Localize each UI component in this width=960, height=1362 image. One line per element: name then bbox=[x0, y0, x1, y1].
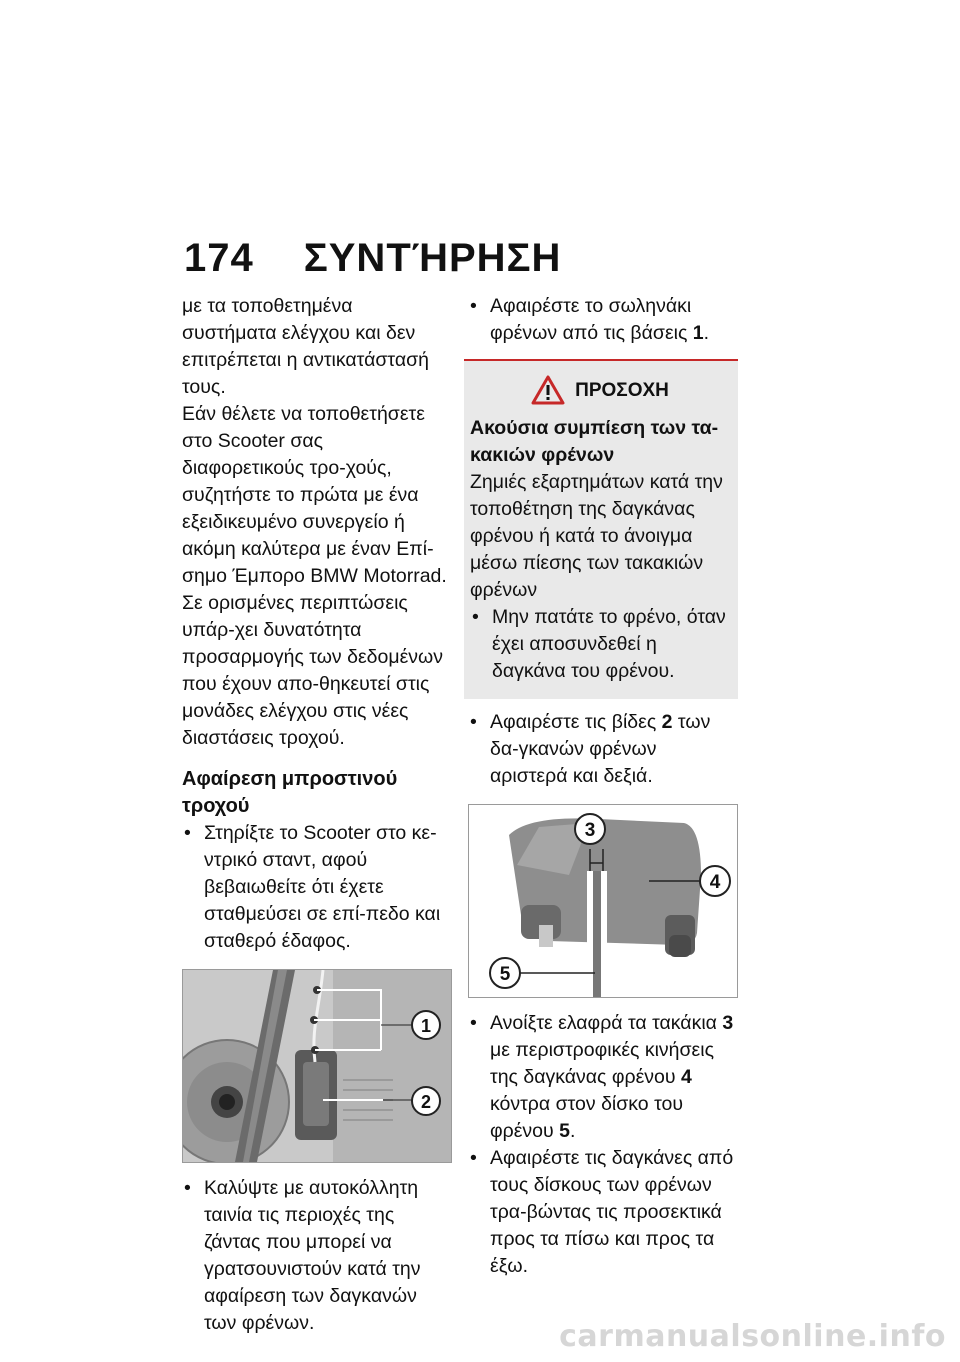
right-column bbox=[468, 293, 738, 1280]
caution-title: Ακούσια συμπίεση των τα-κακιών φρένων bbox=[470, 417, 719, 466]
figure-label-4: 4 bbox=[709, 872, 721, 893]
paragraph: με τα τοποθετημένα συστήματα ελέγχου και δεν επιτρέπεται η αντικατάστασή τους. bbox=[182, 295, 429, 398]
subsection-title: Αφαίρεση μπροστινού τροχού bbox=[182, 768, 398, 817]
front-wheel-figure bbox=[182, 969, 452, 1163]
bullet-item: • Ανοίξτε ελαφρά τα τακάκια 3 με περιστροφικές κινήσεις της δαγκάνας φρένου 4 κόντρα στον δίσκο του φρένου 5. bbox=[468, 1010, 738, 1145]
caliper-figure bbox=[468, 804, 738, 998]
bullet-item: • Αφαιρέστε το σωληνάκι φρένων από τις βάσεις 1. bbox=[468, 293, 738, 347]
bullet-item: • Αφαιρέστε τις βίδες 2 των δα-γκανών φρένων αριστερά και δεξιά. bbox=[468, 709, 738, 790]
bullet-list bbox=[468, 1010, 738, 1280]
front-wheel-illustration bbox=[183, 970, 451, 1162]
bullet-item: • Καλύψτε με αυτοκόλλητη ταινία τις περιοχές της ζάντας που μπορεί να γρατσουνιστούν κατά την αφαίρεση των δαγκανών των φρένων. bbox=[182, 1175, 450, 1337]
caliper-illustration bbox=[469, 805, 737, 997]
paragraph: Εάν θέλετε να τοποθετήσετε στο Scooter σας διαφορετικούς τρο-χούς, συζητήστε το πρώτα με ένα εξειδικευμένο συνεργείο ή ακόμη καλύτερα με έναν Επί-σημο Έμπορο BMW Motorrad. bbox=[182, 403, 447, 587]
reference-number: 5 bbox=[559, 1120, 570, 1142]
caution-bullet-item: • Μην πατάτε το φρένο, όταν έχει αποσυνδεθεί η δαγκάνα του φρένου. bbox=[470, 604, 730, 685]
caution-bullets bbox=[470, 604, 730, 685]
figure-label-3: 3 bbox=[584, 820, 596, 841]
caution-heading bbox=[470, 375, 730, 405]
reference-number: 4 bbox=[680, 1066, 692, 1088]
reference-number: 3 bbox=[722, 1012, 734, 1034]
caution-label: ΠΡΟΣΟΧΗ bbox=[575, 379, 669, 401]
page-number: 174 bbox=[184, 236, 254, 280]
caution-body: Ζημιές εξαρτημάτων κατά την τοποθέτηση της δαγκάνας φρένου ή κατά το άνοιγμα μέσω πίεσης των τακακιών φρένων bbox=[470, 471, 723, 601]
bullet-list bbox=[468, 709, 738, 790]
section-title: ΣΥΝΤΉΡΗΣΗ bbox=[303, 236, 562, 280]
paragraph: Σε ορισμένες περιπτώσεις υπάρ-χει δυνατότητα προσαρμογής των δεδομένων που έχουν απο-θηκευτεί στις μονάδες ελέγχου στις νέες διαστάσεις τροχού. bbox=[182, 592, 444, 749]
figure-label-2: 2 bbox=[420, 1092, 432, 1112]
bullet-list bbox=[468, 293, 738, 347]
figure-label-1: 1 bbox=[420, 1016, 432, 1036]
reference-number: 2 bbox=[661, 711, 673, 733]
bullet-list bbox=[182, 820, 450, 955]
page-header bbox=[184, 236, 561, 281]
bullet-item: • Αφαιρέστε τις δαγκάνες από τους δίσκους των φρένων τρα-βώντας τις προσεκτικά προς τα πίσω και προς τα έξω. bbox=[468, 1145, 738, 1280]
caution-box bbox=[464, 359, 738, 699]
watermark: carmanualsonline.info bbox=[559, 1319, 946, 1354]
figure-label-5: 5 bbox=[499, 964, 511, 985]
warning-triangle-icon bbox=[531, 375, 565, 405]
bullet-item: • Στηρίξτε το Scooter στο κε-ντρικό σταντ, αφού βεβαιωθείτε ότι έχετε σταθμεύσει σε επί-πεδο και σταθερό έδαφος. bbox=[182, 820, 450, 955]
left-column bbox=[182, 293, 450, 1337]
bullet-list bbox=[182, 1175, 450, 1337]
reference-number: 1 bbox=[692, 322, 704, 344]
